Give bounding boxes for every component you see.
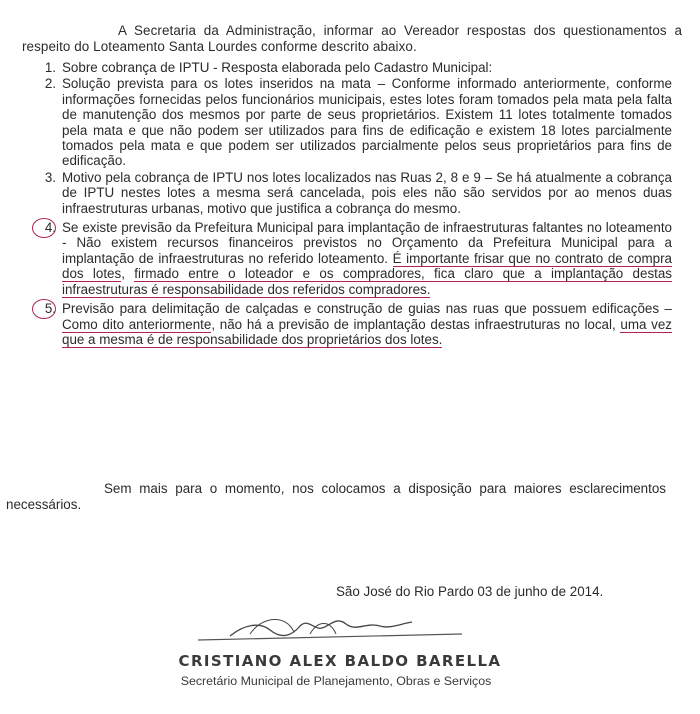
closing-paragraph: Sem mais para o momento, nos colocamos a disposição para maiores esclarecimentos necessários. [6, 481, 666, 513]
item-number: 1. [44, 60, 56, 75]
item-text: Sobre cobrança de IPTU - Resposta elaborada pelo Cadastro Municipal: [62, 60, 493, 75]
item-text: , não há a previsão de implantação destas infraestruturas no local, [211, 316, 621, 332]
item-text: Motivo pela cobrança de IPTU nos lotes localizados nas Ruas 2, 8 e 9 – Se há atualmente a cobrança de IPTU nestes lotes a mesma será cancelada, pois eles não são servidos por ao menos duas infraestruturas urbanas, motivo que justifica a cobrança do mesmo. [62, 169, 672, 216]
intro-paragraph: A Secretaria da Administração, informar ao Vereador respostas dos questionamentos a respeito do Loteamento Santa Lourdes conforme descrito abaixo. [22, 23, 682, 55]
signer-title: Secretário Municipal de Planejamento, Obras e Serviços [180, 674, 492, 688]
list-item [32, 170, 672, 216]
underlined-text: Como dito anteriormente [62, 316, 212, 332]
item-text: Solução prevista para os lotes inseridos na mata – Conforme informado anteriormente, conforme informações fornecidas pelos funcionários municipais, estes lotes foram tomados pela mata pela falta de manutenção dos mesmos por parte de seus proprietários. Existem 11 lotes totalmente tomados pela mata e que não podem ser utilizados para fins de edificação e existem 18 lotes parcialmente tomados pela mata e que podem ser utilizados parcialmente pelos seus proprietários para fins de edificação. [62, 76, 672, 169]
list-item [32, 76, 672, 168]
item-text: , [121, 266, 135, 282]
underlined-text: firmado entre o loteador e os compradores, fica claro que a implantação destas infraestruturas é responsabilidade dos referidos compradores. [62, 266, 672, 297]
underlined-text: uma vez que a mesma é de responsabilidade dos proprietários dos lotes. [62, 316, 672, 347]
answers-list [32, 60, 672, 348]
item-text: Se existe previsão da Prefeitura Municipal para implantação de infraestruturas faltantes no loteamento - Não existem recursos financeiros previstos no Orçamento da Prefeitura Municipal para a implantação de infraestruturas no referido loteamento. [62, 220, 672, 266]
date-line: São José do Rio Pardo 03 de junho de 2014. [336, 584, 604, 599]
item-number: 4. [44, 220, 56, 236]
signer-name: CRISTIANO ALEX BALDO BARELLA [178, 652, 502, 670]
handwritten-signature [190, 604, 470, 650]
item-number: 3. [44, 169, 56, 185]
list-item [32, 60, 672, 75]
underlined-text: É importante frisar que no contrato de compra dos lotes [62, 250, 672, 282]
list-item [32, 301, 672, 347]
list-item [32, 220, 672, 297]
item-number: 2. [44, 76, 56, 92]
item-text: Previsão para delimitação de calçadas e construção de guias nas ruas que possuem edificações – [62, 301, 672, 317]
item-number: 5. [44, 301, 56, 317]
